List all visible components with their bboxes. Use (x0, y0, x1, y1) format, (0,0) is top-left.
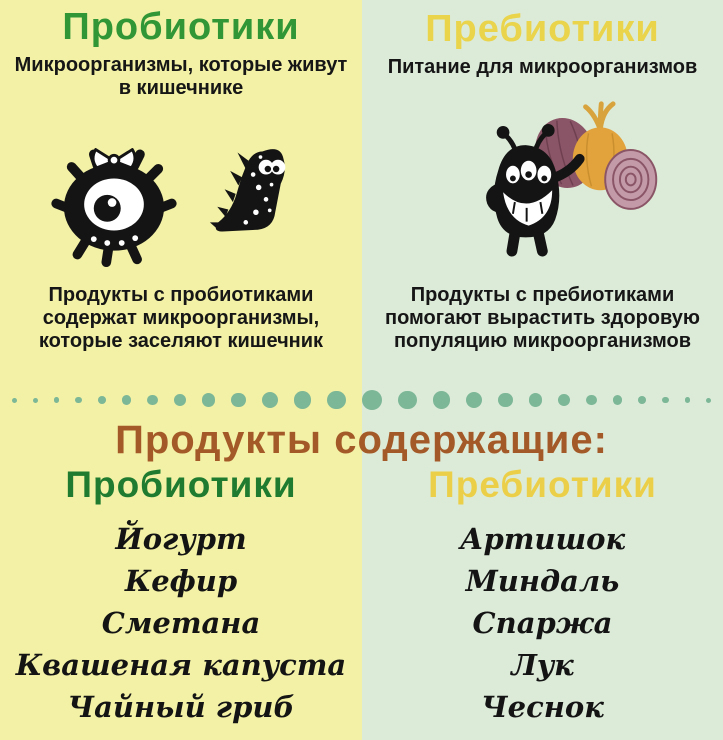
divider-dot (202, 393, 215, 406)
divider-dot (231, 393, 246, 408)
divider-dot (662, 397, 669, 404)
divider-dot (558, 394, 570, 406)
divider-dot (122, 395, 131, 404)
probiotics-title: Пробиотики (62, 6, 300, 48)
monster-with-onions-icon (462, 96, 662, 258)
prebiotics-description: Продукты с пребиотиками помогают вырастить здоровую популяцию микроорганизмов (384, 284, 701, 352)
probiotics-description: Продукты с пробиотиками содержат микроорганизмы, которые заселяют кишечник (38, 284, 324, 352)
divider-dot (613, 395, 622, 404)
divider-dot (362, 390, 382, 410)
products-prebiotics-title: Пребиотики (428, 464, 657, 505)
probiotic-foods-list (0, 518, 362, 728)
prebiotics-description-block (362, 284, 723, 353)
divider-dot (398, 391, 417, 410)
divider-dot (529, 393, 542, 406)
dotted-divider (0, 386, 723, 414)
prebiotic-foods-list (362, 518, 723, 728)
divider-dot (685, 397, 690, 402)
probiotics-subtitle: Микроорганизмы, которые живут в кишечнике (14, 53, 348, 99)
prebiotics-subtitle: Питание для микроорганизмов (387, 55, 698, 78)
products-heading: Продукты содержащие: (115, 418, 608, 462)
divider-dot (75, 397, 82, 404)
list-item: Чеснок (481, 690, 604, 724)
divider-dot (174, 394, 186, 406)
divider-dot (54, 397, 59, 402)
list-item: Сметана (101, 606, 261, 640)
prebiotics-title: Пребиотики (425, 8, 660, 50)
probiotics-description-block (0, 284, 362, 353)
divider-dot (586, 395, 597, 406)
caterpillar-microbe-icon (203, 146, 295, 238)
divider-dot (294, 391, 311, 408)
divider-dot (12, 398, 17, 403)
list-item: Лук (511, 648, 574, 682)
divider-dot (147, 395, 158, 406)
list-item: Чайный гриб (67, 690, 295, 724)
divider-dot (498, 393, 513, 408)
divider-dot (262, 392, 278, 408)
list-item: Кефир (124, 564, 238, 598)
divider-dot (466, 392, 482, 408)
divider-dot (433, 391, 450, 408)
products-probiotics-title: Пробиотики (65, 464, 297, 505)
list-item: Йогурт (115, 522, 247, 556)
list-item: Миндаль (465, 564, 620, 598)
probiotics-header (0, 8, 362, 100)
divider-dot (327, 391, 346, 410)
list-item: Квашеная капуста (15, 648, 347, 682)
divider-dot (98, 396, 106, 404)
divider-dot (33, 398, 38, 403)
prebiotics-header (362, 10, 723, 79)
divider-dot (706, 398, 711, 403)
list-item: Артишок (459, 522, 626, 556)
divider-dot (638, 396, 646, 404)
list-item: Спаржа (472, 606, 613, 640)
one-eyed-microbe-icon (50, 138, 178, 268)
